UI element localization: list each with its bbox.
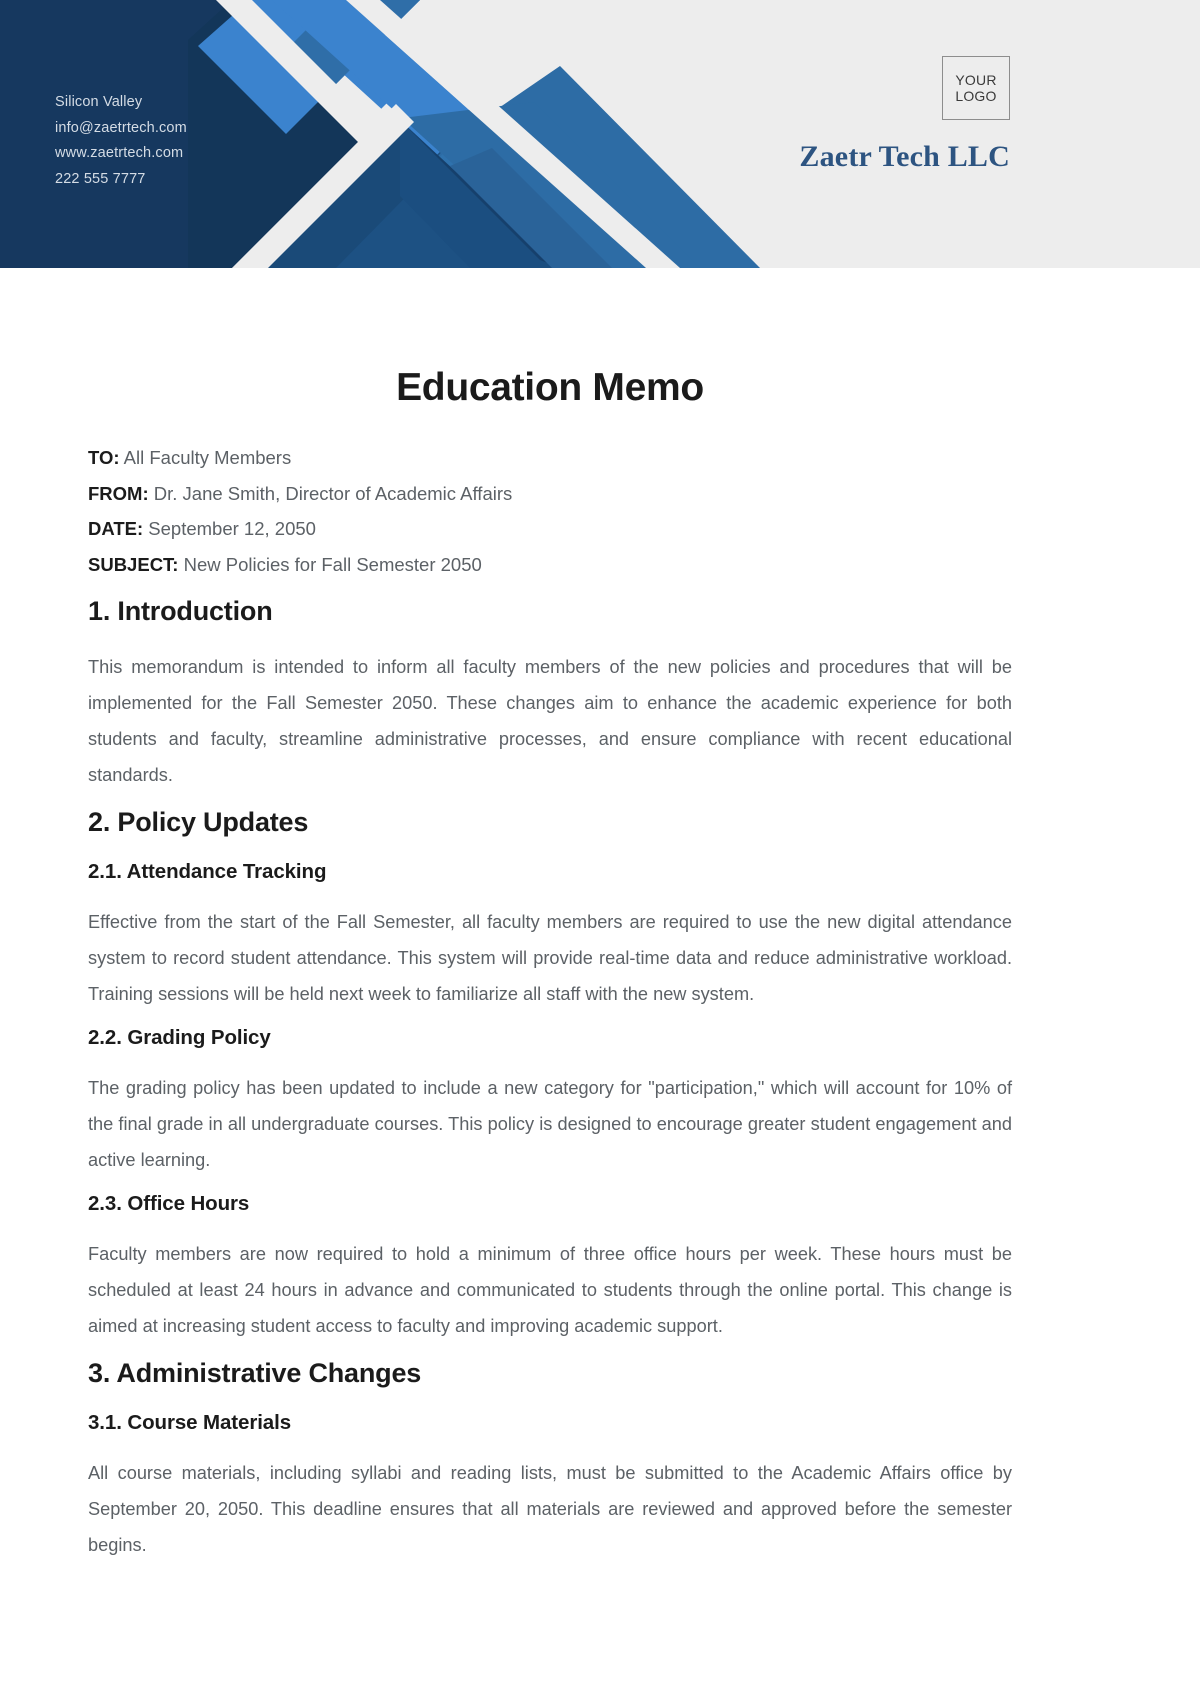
- logo-line-2: LOGO: [955, 88, 997, 104]
- memo-field-to: [88, 440, 1012, 476]
- subsection-heading-attendance-tracking: 2.1. Attendance Tracking: [88, 860, 327, 883]
- memo-field-to-value: All Faculty Members: [123, 447, 292, 468]
- contact-email[interactable]: info@zaetrtech.com: [55, 119, 187, 136]
- company-name: Zaetr Tech LLC: [799, 140, 1010, 173]
- memo-field-date-value: September 12, 2050: [148, 518, 316, 539]
- contact-block: [55, 90, 187, 192]
- memo-field-from: [88, 476, 1012, 512]
- paragraph-course-materials: All course materials, including syllabi and reading lists, must be submitted to the Academic Affairs office by September 20, 2050. This deadline ensures that all materials are reviewed and approved before the semester begins.: [88, 1463, 1012, 1555]
- logo-placeholder[interactable]: [942, 56, 1010, 120]
- memo-field-subject-label: SUBJECT:: [88, 553, 179, 575]
- contact-location: Silicon Valley: [55, 94, 143, 110]
- subsection-heading-office-hours: 2.3. Office Hours: [88, 1192, 250, 1215]
- contact-phone: 222 555 7777: [55, 170, 146, 187]
- subsection-heading-grading-policy: 2.2. Grading Policy: [88, 1026, 271, 1049]
- paragraph-introduction: This memorandum is intended to inform all faculty members of the new policies and procedures that will be implemented for the Fall Semester 2050. These changes aim to enhance the academic experience for both students and faculty, streamline administrative processes, and ensure compliance with recent educational standards.: [88, 657, 1012, 785]
- logo-line-1: YOUR: [955, 72, 997, 88]
- document-body: [0, 366, 1200, 1563]
- section-heading-introduction: 1. Introduction: [88, 596, 273, 626]
- memo-field-subject: [88, 547, 1012, 583]
- page-title: Education Memo: [396, 366, 704, 409]
- memo-field-from-label: FROM:: [88, 482, 149, 504]
- memo-field-to-label: TO:: [88, 447, 120, 468]
- logo-box[interactable]: [942, 56, 1010, 120]
- memo-field-from-value: Dr. Jane Smith, Director of Academic Affairs: [153, 482, 513, 504]
- section-heading-policy-updates: 2. Policy Updates: [88, 807, 309, 837]
- memo-field-date-label: DATE:: [88, 518, 144, 539]
- memo-field-date: [88, 511, 1012, 547]
- paragraph-attendance-tracking: Effective from the start of the Fall Semester, all faculty members are required to use the new digital attendance system to record student attendance. This system will provide real-time data and reduce administrative workload. Training sessions will be held next week to familiarize all staff with the new system.: [88, 912, 1012, 1004]
- paragraph-grading-policy: The grading policy has been updated to include a new category for "participation," which will account for 10% of the final grade in all undergraduate courses. This policy is designed to encourage greater student engagement and active learning.: [88, 1078, 1012, 1170]
- contact-website[interactable]: www.zaetrtech.com: [55, 145, 184, 161]
- letterhead-header: [0, 0, 1200, 268]
- memo-field-subject-value: New Policies for Fall Semester 2050: [183, 553, 482, 575]
- paragraph-office-hours: Faculty members are now required to hold a minimum of three office hours per week. These hours must be scheduled at least 24 hours in advance and communicated to students through the online portal. This change is aimed at increasing student access to faculty and improving academic support.: [88, 1244, 1012, 1336]
- memo-field-list: [88, 440, 1012, 582]
- subsection-heading-course-materials: 3.1. Course Materials: [88, 1411, 291, 1434]
- section-heading-administrative-changes: 3. Administrative Changes: [88, 1358, 422, 1388]
